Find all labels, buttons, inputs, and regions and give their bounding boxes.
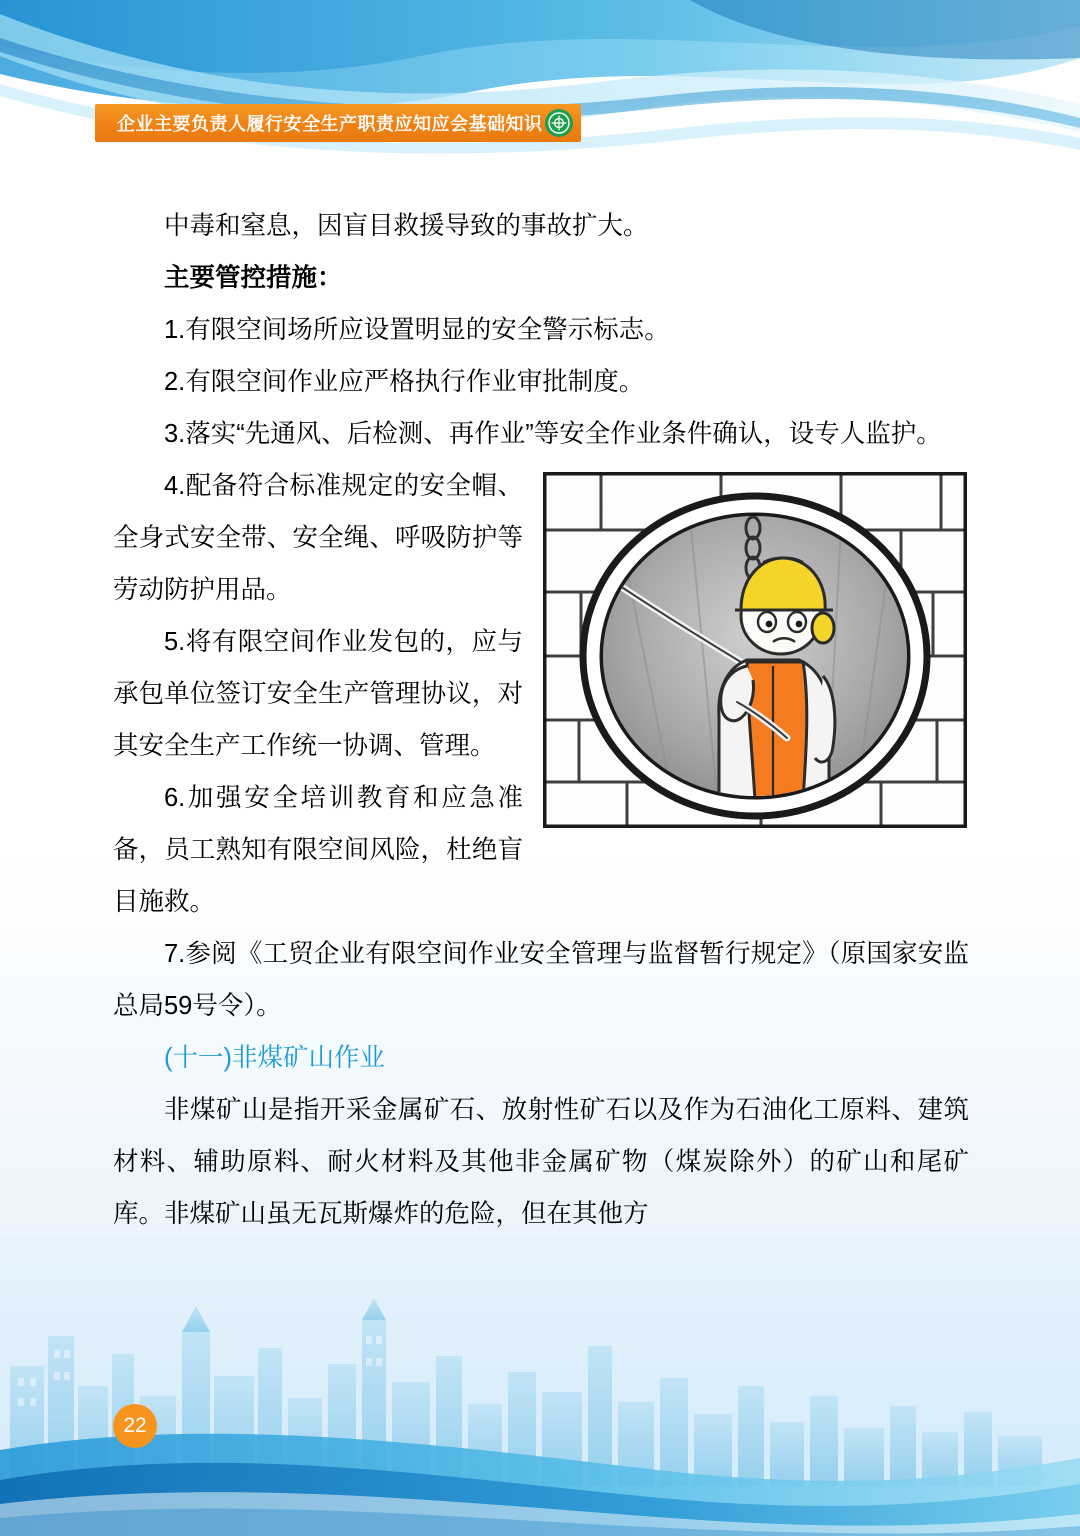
measure-item-3: 3.落实“先通风、后检测、再作业”等安全作业条件确认，设专人监护。	[164, 420, 942, 448]
bottom-skyline-decoration	[0, 1236, 1080, 1536]
measure-item-7: 7.参阅《工贸企业有限空间作业安全管理与监督暂行规定》（原国家安监总局59号令）。	[113, 940, 969, 1020]
text-with-illustration-block	[113, 460, 969, 928]
paragraph-continuation: 中毒和窒息，因盲目救援导致的事故扩大。	[164, 212, 649, 240]
header-title: 企业主要负责人履行安全生产职责应知应会基础知识	[117, 114, 543, 134]
measure-item-6: 6.加强安全培训教育和应急准备，员工熟知有限空间风险，杜绝盲目施救。	[113, 784, 523, 916]
measure-item-5: 5.将有限空间作业发包的，应与承包单位签订安全生产管理协议，对其安全生产工作统一协调、管理。	[113, 628, 523, 760]
section-paragraph: 非煤矿山是指开采金属矿石、放射性矿石以及作为石油化工原料、建筑材料、辅助原料、耐火材料及其他非金属矿物（煤炭除外）的矿山和尾矿库。非煤矿山虽无瓦斯爆炸的危险，但在其他方	[113, 1096, 969, 1228]
measure-item-4: 4.配备符合标准规定的安全帽、全身式安全带、安全绳、呼吸防护等劳动防护用品。	[113, 472, 523, 604]
heading-main-measures: 主要管控措施：	[164, 264, 343, 292]
page-number-badge: 22	[113, 1404, 157, 1448]
page-content	[113, 200, 969, 1240]
confined-space-worker-illustration	[541, 470, 969, 830]
measure-item-2: 2.有限空间作业应严格执行作业审批制度。	[164, 368, 645, 396]
section-heading-noncoal-mine: (十一)非煤矿山作业	[164, 1044, 385, 1072]
measure-item-1: 1.有限空间场所应设置明显的安全警示标志。	[164, 316, 670, 344]
safety-emblem-icon	[545, 109, 573, 137]
top-banner-decoration	[0, 0, 1080, 170]
running-header	[95, 104, 581, 142]
